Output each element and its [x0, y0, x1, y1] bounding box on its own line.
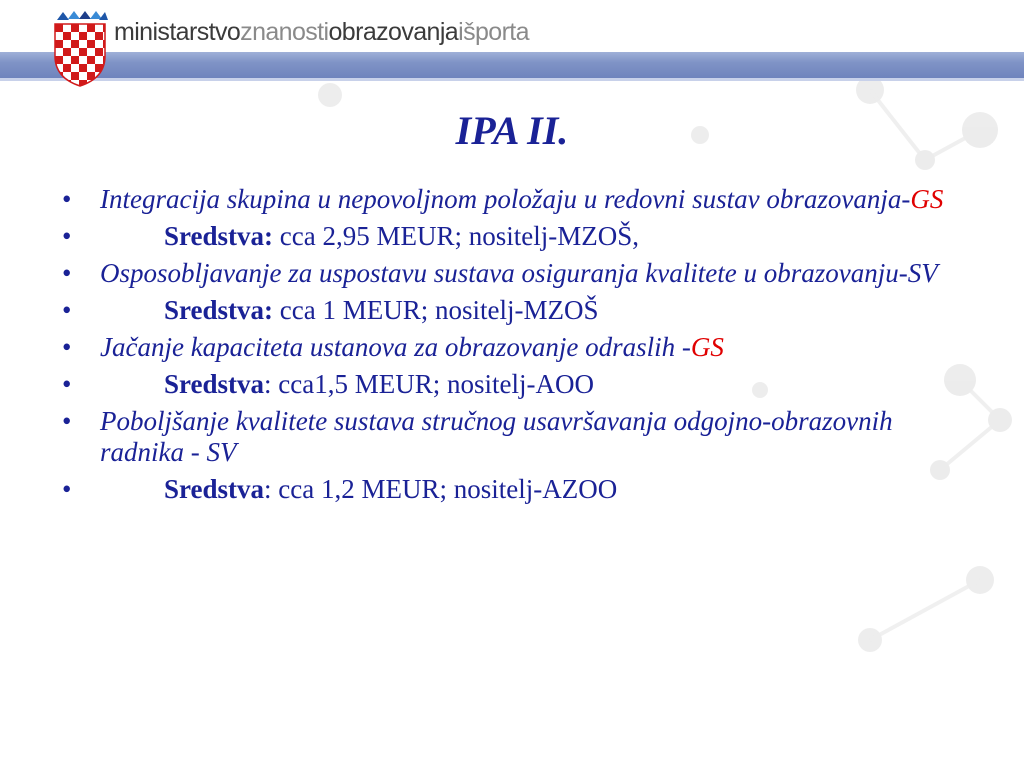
bullet-item-sv-osposobljavanje	[62, 258, 982, 289]
bullet-label-sredstva: Sredstva:	[164, 295, 274, 325]
bullet-text: cca 2,95 MEUR; nositelj-MZOŠ,	[273, 221, 639, 251]
header-band-line	[0, 78, 1024, 81]
bullet-tag-gs: GS	[690, 332, 724, 362]
bullet-item-sredstva-1	[62, 221, 982, 252]
logo-part-znanosti: znanosti	[240, 18, 329, 46]
bullet-dot: •	[62, 295, 72, 325]
bullet-item-sredstva-4	[62, 474, 982, 505]
bullet-dot: •	[62, 406, 72, 436]
bullet-text: Jačanje kapaciteta ustanova za obrazovanje odraslih -	[100, 332, 691, 362]
bullet-dot: •	[62, 221, 72, 251]
bullet-item-gs-integracija	[62, 184, 982, 215]
bullet-item-sredstva-2	[62, 295, 982, 326]
bullet-dot: •	[62, 258, 72, 288]
bullet-dot: •	[62, 474, 72, 504]
bullet-tag-gs: GS	[910, 184, 944, 214]
bullet-text: : cca 1,2 MEUR; nositelj-AZOO	[264, 474, 618, 504]
logo-part-obrazovanja: obrazovanja	[328, 18, 459, 46]
croatian-coat-of-arms-icon	[51, 10, 109, 88]
bullet-list	[62, 184, 982, 511]
bullet-label-sredstva: Sredstva	[164, 474, 265, 504]
bullet-item-sv-poboljsanje	[62, 406, 982, 468]
bullet-text: cca 1 MEUR; nositelj-MZOŠ	[273, 295, 599, 325]
ministry-logotype	[114, 18, 529, 48]
bullet-text: : cca1,5 MEUR; nositelj-AOO	[264, 369, 594, 399]
logo-part-isporta: išporta	[458, 18, 529, 46]
bullet-dot: •	[62, 184, 72, 214]
bullet-label-sredstva: Sredstva	[164, 369, 265, 399]
bullet-text: Integracija skupina u nepovoljnom položaju u redovni sustav obrazovanja-	[100, 184, 911, 214]
bullet-text: Poboljšanje kvalitete sustava stručnog usavršavanja odgojno-obrazovnih radnika - SV	[100, 406, 893, 467]
slide-title: IPA II.	[455, 108, 569, 153]
bullet-dot: •	[62, 369, 72, 399]
bullet-label-sredstva: Sredstva:	[164, 221, 274, 251]
bullet-item-sredstva-3	[62, 369, 982, 400]
bullet-dot: •	[62, 332, 72, 362]
header-band	[0, 52, 1024, 78]
bullet-item-gs-jacanje	[62, 332, 982, 363]
bullet-text: Osposobljavanje za uspostavu sustava osiguranja kvalitete u obrazovanju-SV	[100, 258, 938, 288]
logo-part-ministarstvo: ministarstvo	[114, 18, 241, 46]
